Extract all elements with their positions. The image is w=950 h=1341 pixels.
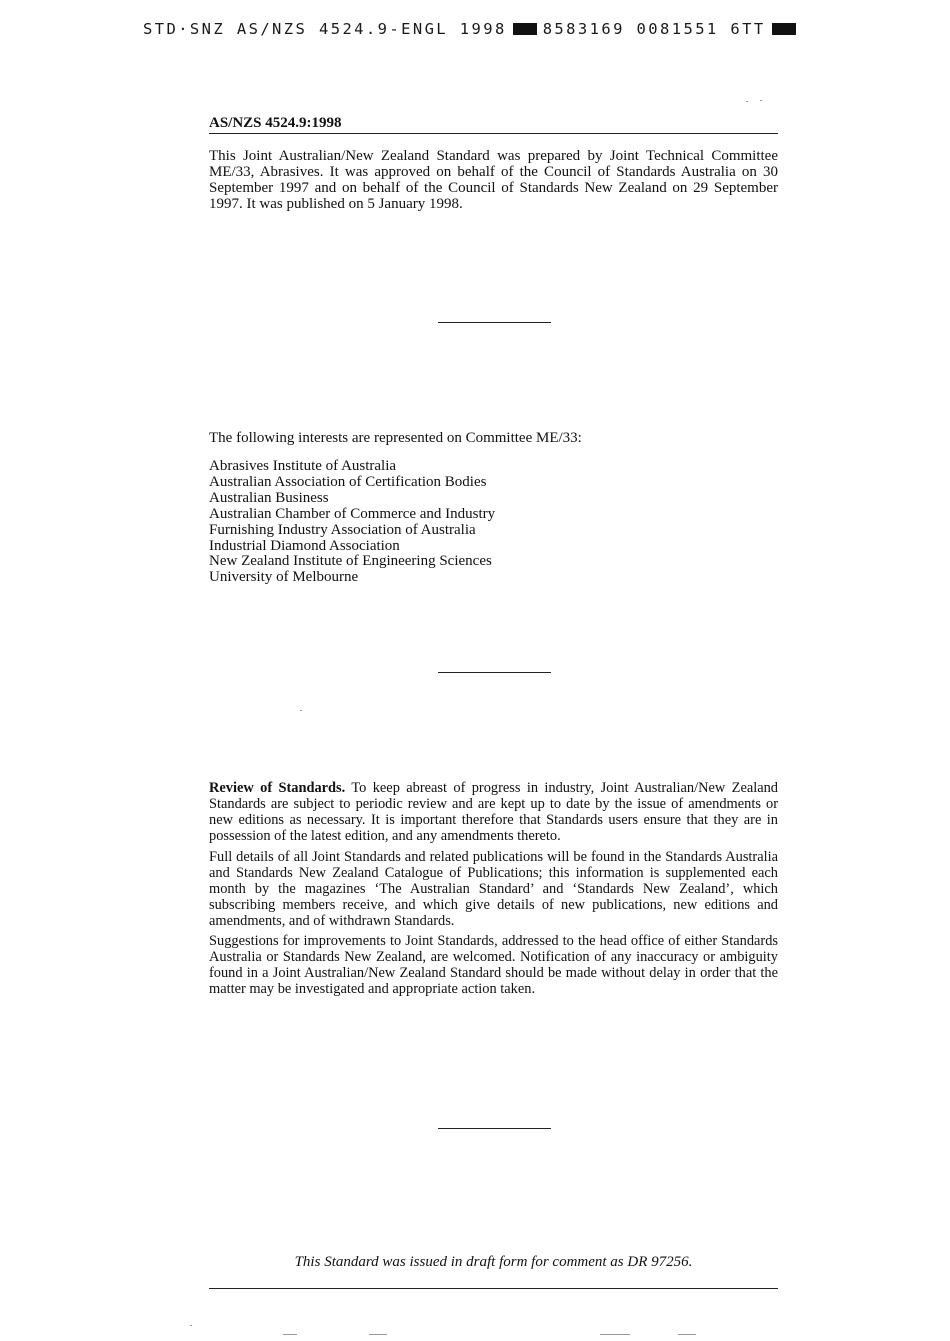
scan-header-serial: 8583169 0081551 6TT [542,20,766,38]
scan-header-code: STD·SNZ AS/NZS 4524.9-ENGL 1998 [143,20,507,38]
scan-speck [600,1334,630,1335]
interests-list [209,459,495,586]
interests-intro: The following interests are represented on Committee ME/33: [209,430,582,446]
interest-item: Industrial Diamond Association [209,537,400,554]
interest-item: Furnishing Industry Association of Australia [209,521,476,538]
interest-item: New Zealand Institute of Engineering Sciences [209,553,492,570]
scan-speck [760,100,762,101]
review-text-1: To keep abreast of progress in industry, Joint Australian/New Zealand Standards are subject to periodic review and are kept up to date by the issue of amendments or new editions as necessary. It is important therefore that Standards users ensure that they are in possession of the latest edition, and any amendments thereto. [209,780,778,844]
review-heading: Review of Standards. [209,780,346,796]
scan-speck [369,1334,387,1335]
barcode-block [513,23,537,35]
document-designation: AS/NZS 4524.9:1998 [209,115,342,131]
scan-speck [678,1334,696,1335]
section-divider [438,1128,551,1129]
review-paragraph-2: Full details of all Joint Standards and related publications will be found in the Standards Australia and Standards New Zealand Catalogue of Publications; this information is supplemented each month by the magazines ‘The Australian Standard’ and ‘Standards New Zealand’, which subscribing members receive, and which give details of new publications, new editions and amendments, and of withdrawn Standards. [209,849,778,929]
scan-header [143,15,803,43]
barcode-block [772,23,796,35]
interest-item: Australian Association of Certification Bodies [209,473,487,490]
section-divider [438,672,551,673]
interest-item: Australian Chamber of Commerce and Industry [209,505,496,522]
interest-item: Abrasives Institute of Australia [209,458,397,474]
interest-item: University of Melbourne [209,569,359,586]
preparation-statement: This Joint Australian/New Zealand Standard was prepared by Joint Technical Committee ME/33, Abrasives. It was approved on behalf of the Council of Standards Australia on 30 September 1997 and on behalf of the Council of Standards New Zealand on 29 September 1997. It was published on 5 January 1998. [209,148,778,212]
interest-item: Australian Business [209,489,329,506]
scan-speck [283,1334,297,1335]
review-paragraph-1 [209,781,778,845]
scan-speck [746,101,748,102]
scan-speck [190,1325,192,1326]
review-paragraph-3: Suggestions for improvements to Joint Standards, addressed to the head office of either Standards Australia or Standards New Zealand, are welcomed. Notification of any inaccuracy or ambiguity found in a Joint Australian/New Zealand Standard should be made without delay in order that the matter may be investigated and appropriate action taken. [209,933,778,997]
header-rule [209,133,778,134]
draft-note: This Standard was issued in draft form for comment as DR 97256. [294,1254,693,1270]
section-divider [438,322,551,323]
footer-rule [209,1288,778,1289]
scan-speck [300,710,302,711]
